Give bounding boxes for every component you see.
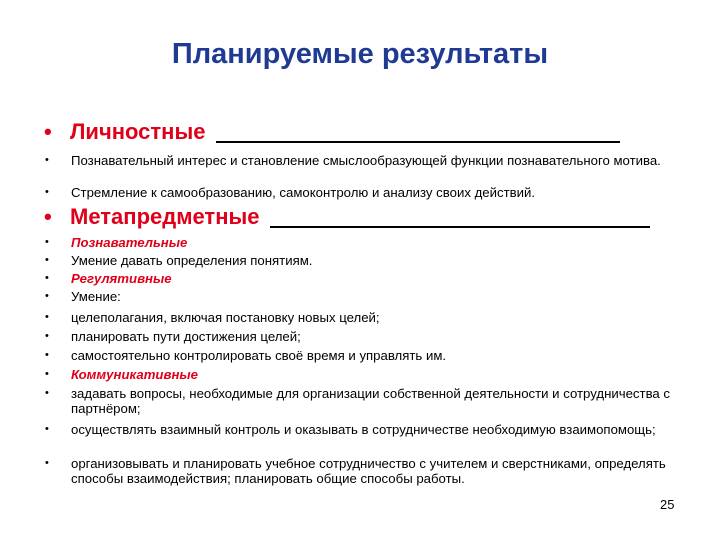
- bullet-icon: •: [45, 290, 49, 302]
- bullet-icon: •: [45, 254, 49, 266]
- list-item: [44, 310, 674, 325]
- list-item-text: целеполагания, включая постановку новых целей;: [71, 310, 380, 325]
- list-item: [44, 271, 674, 286]
- section-heading-metasubject: [44, 204, 650, 230]
- list-item-text: планировать пути достижения целей;: [71, 329, 301, 344]
- list-item: [44, 153, 674, 168]
- list-item-text: задавать вопросы, необходимые для организации собственной деятельности и сотрудничества с партнёром;: [71, 386, 671, 417]
- bullet-icon: •: [45, 349, 49, 361]
- list-item: [44, 386, 674, 416]
- bullet-icon: •: [45, 387, 49, 399]
- list-item: [44, 185, 674, 200]
- list-item-text: Умение:: [71, 289, 121, 304]
- list-item-text: Регулятивные: [71, 271, 172, 286]
- bullet-icon: •: [45, 236, 49, 248]
- heading-underline: [216, 141, 620, 143]
- page-number: 25: [660, 497, 675, 512]
- bullet-icon: •: [45, 457, 49, 469]
- list-item-text: Стремление к самообразованию, самоконтролю и анализу своих действий.: [71, 185, 536, 200]
- bullet-icon: •: [45, 368, 49, 380]
- list-item-text: осуществлять взаимный контроль и оказывать в сотрудничестве необходимую взаимопомощь;: [71, 422, 656, 437]
- list-item-text: Умение давать определения понятиям.: [71, 253, 313, 268]
- list-item: [44, 235, 674, 250]
- list-item: [44, 289, 674, 304]
- bullet-icon: •: [45, 311, 49, 323]
- list-item: [44, 367, 674, 382]
- bullet-icon: •: [45, 330, 49, 342]
- section-heading-label: Метапредметные: [70, 204, 260, 229]
- section-heading-label: Личностные: [70, 119, 206, 144]
- slide-title: Планируемые результаты: [171, 38, 549, 70]
- list-item-text: Коммуникативные: [71, 367, 199, 382]
- list-item-text: самостоятельно контролировать своё время и управлять им.: [71, 348, 447, 363]
- list-item: [44, 348, 674, 363]
- bullet-icon: •: [44, 119, 52, 144]
- bullet-icon: •: [45, 272, 49, 284]
- bullet-icon: •: [45, 186, 49, 198]
- list-item: [44, 253, 674, 268]
- list-item-text: Познавательный интерес и становление смыслообразующей функции познавательного мотива.: [71, 153, 661, 168]
- list-item: [44, 422, 674, 437]
- list-item-text: Познавательные: [71, 235, 188, 250]
- list-item: [44, 329, 674, 344]
- bullet-icon: •: [44, 204, 52, 229]
- bullet-icon: •: [45, 154, 49, 166]
- list-item-text: организовывать и планировать учебное сотрудничество с учителем и сверстниками, определять способы взаимодействия; планировать общие способы работы.: [71, 456, 666, 487]
- section-heading-personal: [44, 119, 620, 145]
- list-item: [44, 456, 674, 486]
- heading-underline: [270, 226, 650, 228]
- bullet-icon: •: [45, 423, 49, 435]
